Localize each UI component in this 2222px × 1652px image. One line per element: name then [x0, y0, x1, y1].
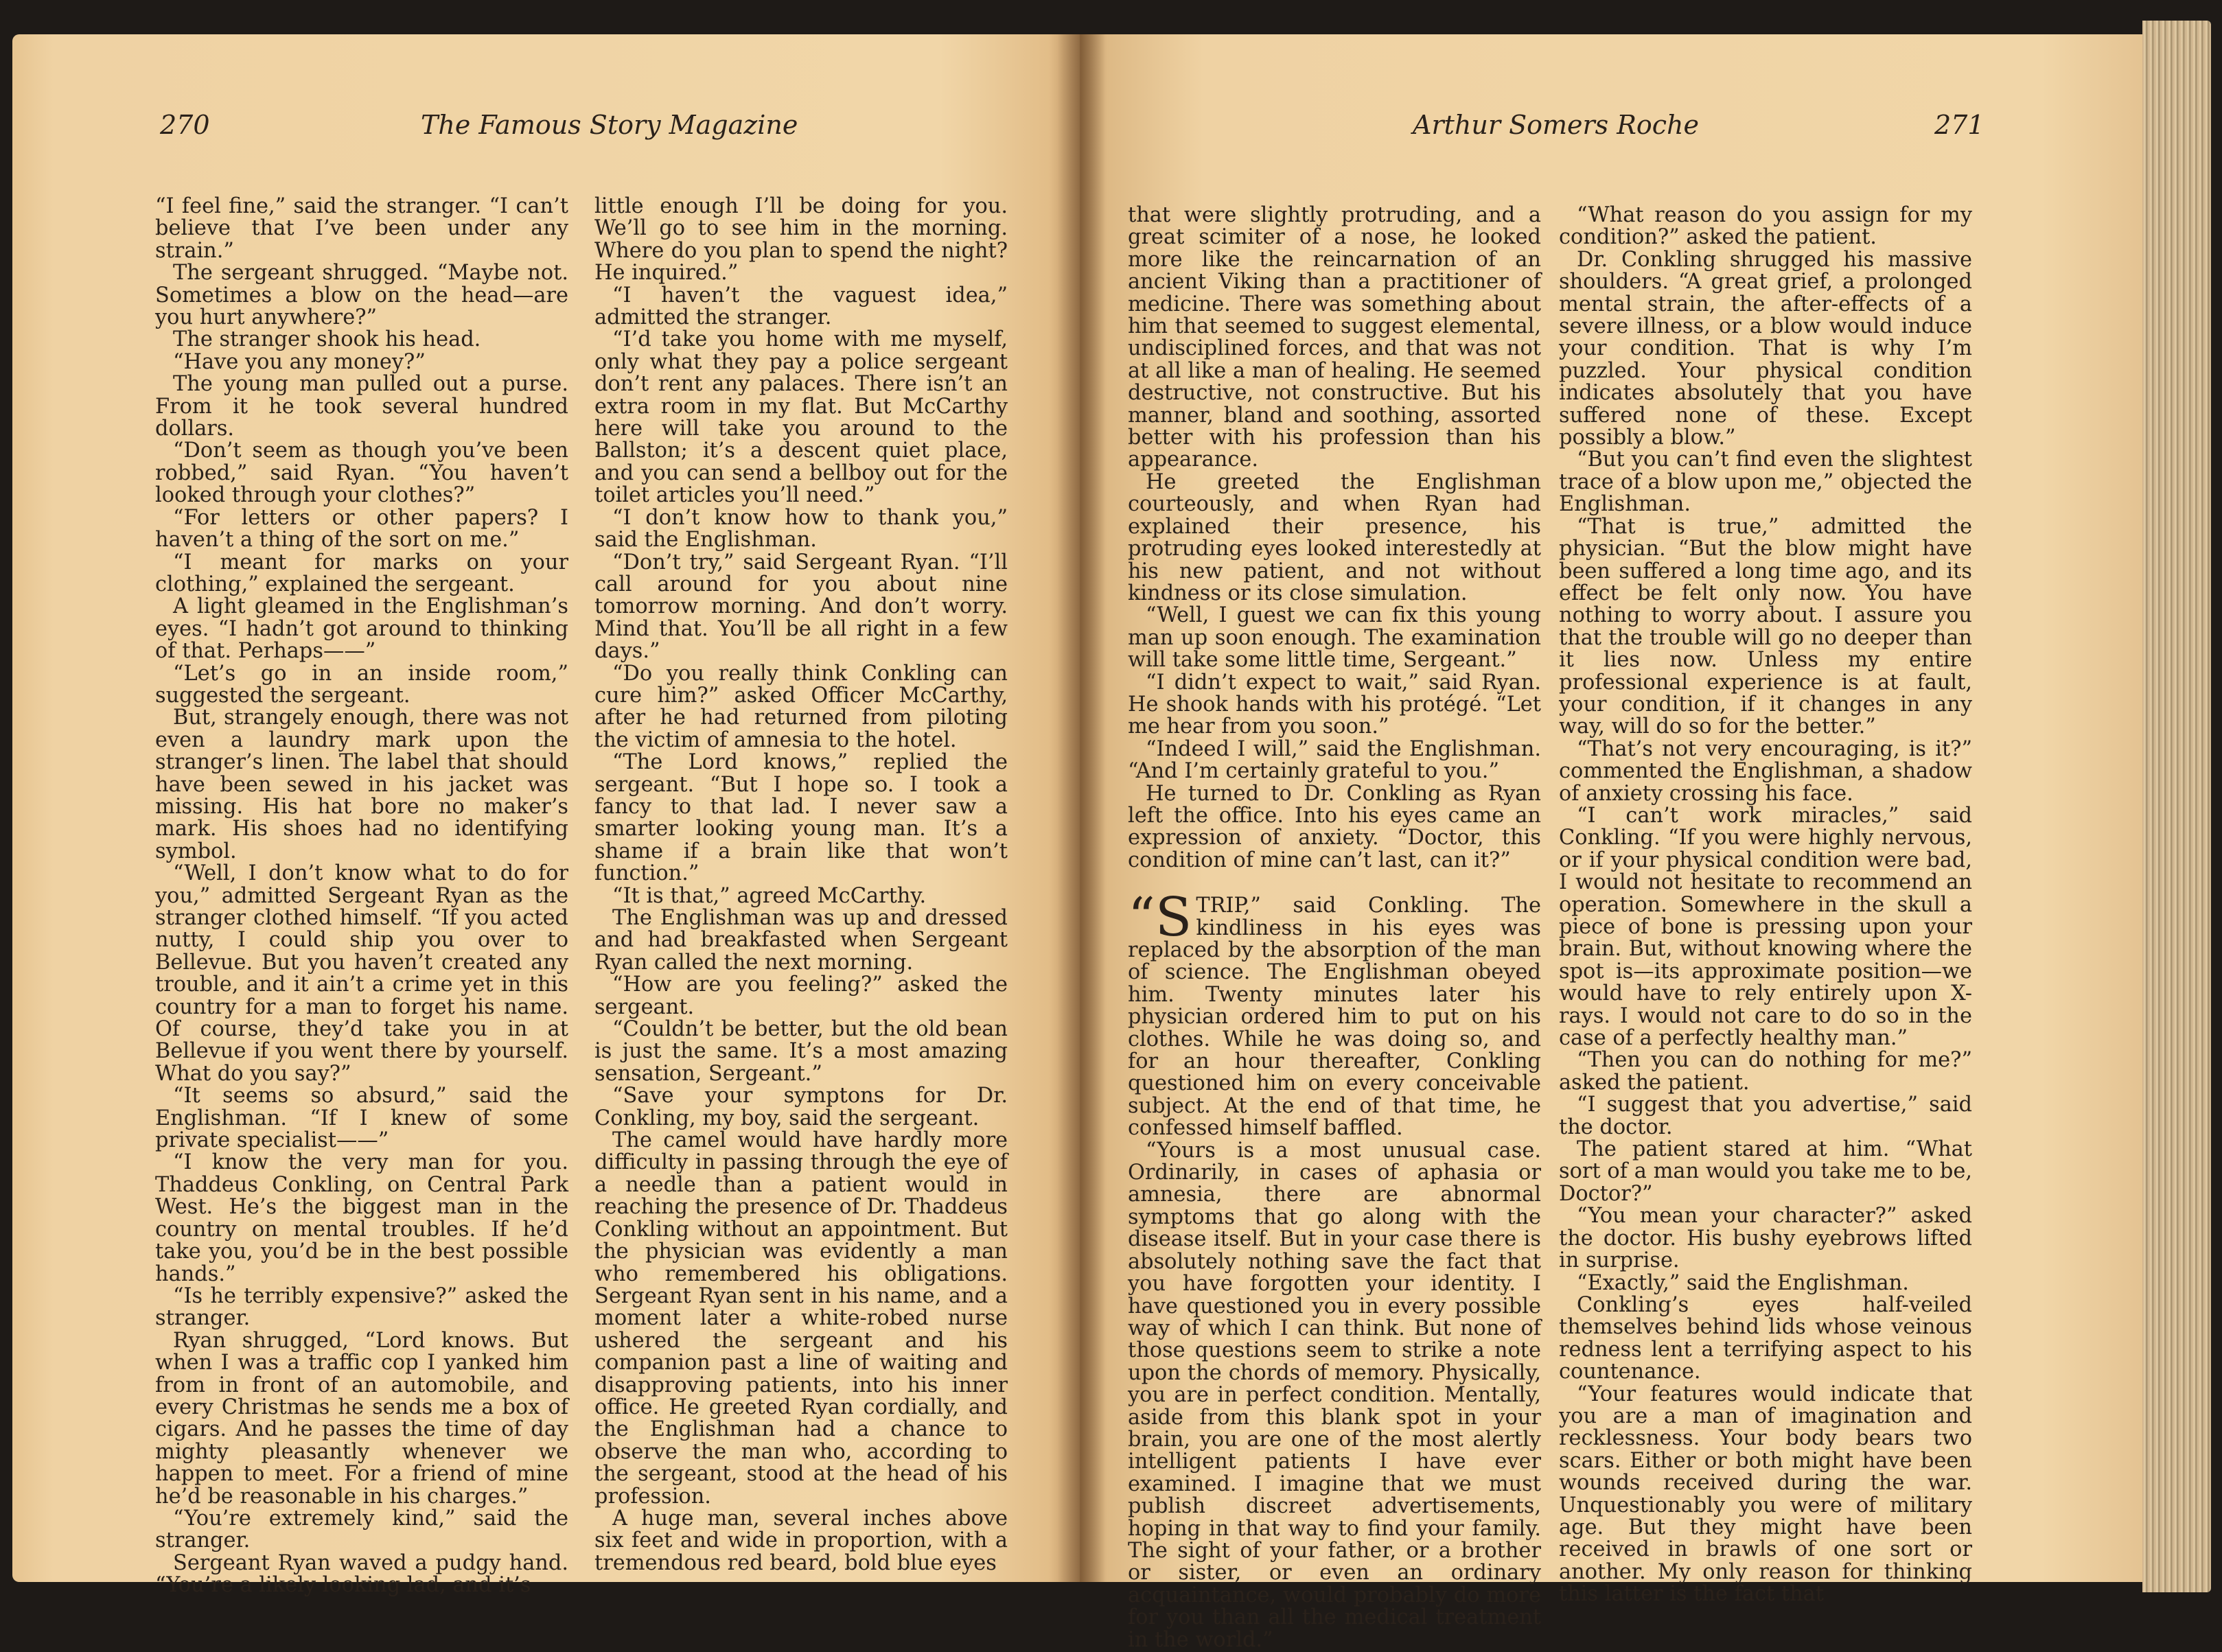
paragraph: “That’s not very encouraging, is it?” commented the Englishman, a shadow of anxiety crossing his face.: [1559, 736, 1972, 806]
paragraph: “Exactly,” said the Englishman.: [1577, 1270, 1909, 1295]
paragraph: A light gleamed in the Englishman’s eyes. “I hadn’t got around to thinking of that. Perhaps——”: [155, 594, 568, 664]
paragraph: “What reason do you assign for my condition?” asked the patient.: [1559, 203, 1972, 250]
paragraph: “I feel fine,” said the stranger. “I can’t believe that I’ve been under any strain.”: [155, 194, 568, 263]
left-column-1: [155, 196, 568, 1597]
drop-cap: “S: [1128, 887, 1192, 949]
paragraph: “I didn’t expect to wait,” said Ryan. He shook hands with his protégé. “Let me hear from you soon.”: [1128, 670, 1541, 739]
right-page-header: [1080, 110, 2142, 158]
paragraph: “Do you really think Conkling can cure him?” asked Officer McCarthy, after he had returned from piloting the victim of amnesia to the hotel.: [594, 661, 1008, 752]
paragraph: “It seems so absurd,” said the Englishman. “If I knew of some private specialist——”: [155, 1084, 568, 1153]
paragraph: “You mean your character?” asked the doctor. His bushy eyebrows lifted in surprise.: [1559, 1204, 1972, 1273]
paragraph: He greeted the Englishman courteously, and when Ryan had explained their presence, his protruding eyes looked interestedly at his new patient, and not without kindness or its close simulation.: [1128, 469, 1541, 605]
paragraph: But, strangely enough, there was not even a laundry mark upon the stranger’s linen. The label that should have been sewed in his jacket was missing. His hat bore no maker’s mark. His shoes had no identifying symbol.: [155, 706, 568, 863]
right-column-2: [1559, 205, 1972, 1606]
paragraph: “Is he terribly expensive?” asked the stranger.: [155, 1283, 568, 1331]
paragraph: Sergeant Ryan waved a pudgy hand. “You’re a likely looking lad, and it’s: [155, 1550, 568, 1598]
left-column-2: [594, 196, 1008, 1574]
paragraph: “Save your symptons for Dr. Conkling, my boy, said the sergeant.: [594, 1084, 1008, 1130]
paragraph: Dr. Conkling shrugged his massive shoulders. “A great grief, a prolonged mental strain, the after-effects of a severe illness, or a blow would induce your condition. That is why I’m puzzled. Your physical condition indicates absolutely that you have suffered none of these. Except possibly a blow.”: [1559, 247, 1972, 450]
left-page: [12, 34, 1080, 1598]
paragraph: “How are you feeling?” asked the sergeant.: [594, 973, 1008, 1019]
left-page-header: [12, 110, 1080, 158]
paragraph: “You’re extremely kind,” said the stranger.: [155, 1506, 568, 1553]
paragraph: “Well, I don’t know what to do for you,” admitted Sergeant Ryan as the stranger clothed himself. “If you acted nutty, I could ship you over to Bellevue. But you haven’t created any trouble, and it ain’t a crime yet in this country for a man to forget his name. Of course, they’d take you in at Bellevue if you went there by yourself. What do you say?”: [155, 861, 568, 1086]
paragraph: “Yours is a most unusual case. Ordinarily, in cases of aphasia or amnesia, there are abnormal symptoms that go along with the disease itself. But in your case there is absolutely nothing save the fact that you have forgotten your identity. I have questioned you in every possible way of which I can think. But none of those questions seem to strike a note upon the chords of memory. Physically, you are in perfect condition. Mentally, aside from this blank spot in your brain, you are one of the most alertly intelligent patients I have ever examined. I imagine that we must publish discreet advertisements, hoping in that way to find your family. The sight of your father, or a brother or sister, or even an ordinary acquaintance, would probably do more for you than all the medical treatment in the world.”: [1128, 1138, 1541, 1652]
running-title: The Famous Story Magazine: [421, 110, 798, 140]
page-number: 270: [160, 110, 210, 140]
right-page: [1080, 34, 2142, 1652]
paragraph: “I can’t work miracles,” said Conkling. “If you were highly nervous, or if your physical condition were bad, I would not hesitate to recommend an operation. Somewhere in the skull a piece of bone is pressing upon your brain. But, without knowing where the spot is—its approximate position—we would have to rely entirely upon X-rays. I would not care to do so in the case of a perfectly healthy man.”: [1559, 803, 1972, 1051]
dropcap-paragraph-text: TRIP,” said Conkling. The kindliness in his eyes was replaced by the absorption of the man of science. The Englishman obeyed him. Twenty minutes later his physician ordered him to put on his clothes. While he was doing so, and for an hour thereafter, Conkling questioned him on every conceivable subject. At the end of that time, he confessed himself baffled.: [1128, 894, 1541, 1141]
paragraph: Ryan shrugged, “Lord knows. But when I was a traffic cop I yanked him from in front of an automobile, and every Christmas he sends me a box of cigars. And he passes the time of day mighty pleasantly whenever we happen to meet. For a friend of mine he’d be reasonable in his charges.”: [155, 1328, 568, 1509]
paragraph: “Well, I guest we can fix this young man up soon enough. The examination will take some little time, Sergeant.”: [1128, 603, 1541, 673]
paragraph: The stranger shook his head.: [173, 327, 481, 352]
paragraph: “Then you can do nothing for me?” asked the patient.: [1559, 1048, 1972, 1095]
paragraph: “I’d take you home with me myself, only what they pay a police sergeant don’t rent any palaces. There isn’t an extra room in my flat. But McCarthy here will take you around to the Ballston; it’s a descent quiet place, and you can send a bellboy out for the toilet articles you’ll need.”: [594, 327, 1008, 508]
paragraph: The sergeant shrugged. “Maybe not. Sometimes a blow on the head—are you hurt anywhere?”: [155, 261, 568, 330]
paragraph: “I meant for marks on your clothing,” explained the sergeant.: [155, 550, 568, 596]
paragraph: “For letters or other papers? I haven’t a thing of the sort on me.”: [155, 505, 568, 552]
paragraph: “Let’s go in an inside room,” suggested the sergeant.: [155, 661, 568, 708]
running-title: Arthur Somers Roche: [1413, 110, 1699, 140]
page-edges: [2142, 21, 2211, 1592]
dropcap-paragraph: [1128, 887, 1541, 1141]
paragraph: that were slightly protruding, and a great scimiter of a nose, he looked more like the reincarnation of an ancient Viking than a practitioner of medicine. There was something about him that seemed to suggest elemental, undisciplined forces, and that was not at all like a man of healing. He seemed destructive, not constructive. But his manner, bland and soothing, assorted better with his profession than his appearance.: [1128, 203, 1541, 472]
paragraph: “That is true,” admitted the physician. “But the blow might have been suffered a long time ago, and its effect be felt only now. You have nothing to worry about. I assure you that the trouble will go no deeper than it lies now. Unless my entire professional experience is at fault, your condition, if it changes in any way, will do so for the better.”: [1559, 514, 1972, 739]
paragraph: Conkling’s eyes half-veiled themselves behind lids whose veinous redness lent a terrifying aspect to his countenance.: [1559, 1292, 1972, 1384]
paragraph: “The Lord knows,” replied the sergeant. “But I hope so. I took a fancy to that lad. I never saw a smarter looking young man. It’s a shame if a brain like that won’t function.”: [594, 750, 1008, 886]
paragraph: “Indeed I will,” said the Englishman. “And I’m certainly grateful to you.”: [1128, 736, 1541, 784]
paragraph: “Your features would indicate that you are a man of imagination and recklessness. Your body bears two scars. Either or both might have been wounds received during the war. Unquestionably you were of military age. But they might have been received in brawls of one sort or another. My only reason for thinking this latter is the fact that: [1559, 1382, 1972, 1607]
right-column-1: [1128, 205, 1541, 1651]
paragraph: “Don’t seem as though you’ve been robbed,” said Ryan. “You haven’t looked through your clothes?”: [155, 439, 568, 508]
paragraph: “I don’t know how to thank you,” said the Englishman.: [594, 505, 1008, 552]
paragraph: little enough I’ll be doing for you. We’ll go to see him in the morning. Where do you plan to spend the night? He inquired.”: [594, 194, 1008, 286]
paragraph: “Don’t try,” said Sergeant Ryan. “I’ll call around for you about nine tomorrow morning. And don’t worry. Mind that. You’ll be all right in a few days.”: [594, 550, 1008, 664]
paragraph: “I haven’t the vaguest idea,” admitted the stranger.: [594, 283, 1008, 330]
paragraph: “But you can’t find even the slightest trace of a blow upon me,” objected the Englishman.: [1559, 447, 1972, 517]
paragraph: The patient stared at him. “What sort of a man would you take me to be, Doctor?”: [1559, 1137, 1972, 1206]
paragraph: “It is that,” agreed McCarthy.: [612, 883, 927, 908]
paragraph: The Englishman was up and dressed and had breakfasted when Sergeant Ryan called the next morning.: [594, 906, 1008, 975]
paragraph: “Couldn’t be better, but the old bean is just the same. It’s a most amazing sensation, Sergeant.”: [594, 1017, 1008, 1086]
page-number: 271: [1934, 110, 1984, 140]
paragraph: He turned to Dr. Conkling as Ryan left the office. Into his eyes came an expression of anxiety. “Doctor, this condition of mine can’t last, can it?”: [1128, 781, 1541, 872]
paragraph: The camel would have hardly more difficulty in passing through the eye of a needle than a patient would in reaching the presence of Dr. Thaddeus Conkling without an appointment. But the physician was evidently a man who remembered his obligations. Sergeant Ryan sent in his name, and a moment later a white-robed nurse ushered the sergeant and his companion past a line of waiting and disapproving patients, into his inner office. He greeted Ryan cordially, and the Englishman had a chance to observe the man who, according to the sergeant, stood at the head of his profession.: [594, 1128, 1008, 1509]
paragraph: “I suggest that you advertise,” said the doctor.: [1559, 1093, 1972, 1139]
paragraph: A huge man, several inches above six feet and wide in proportion, with a tremendous red beard, bold blue eyes: [594, 1506, 1008, 1575]
paragraph: “I know the very man for you. Thaddeus Conkling, on Central Park West. He’s the biggest man in the country on mental troubles. If he’d take you, you’d be in the best possible hands.”: [155, 1150, 568, 1286]
paragraph: “Have you any money?”: [173, 349, 426, 374]
paragraph: The young man pulled out a purse. From it he took several hundred dollars.: [155, 372, 568, 441]
